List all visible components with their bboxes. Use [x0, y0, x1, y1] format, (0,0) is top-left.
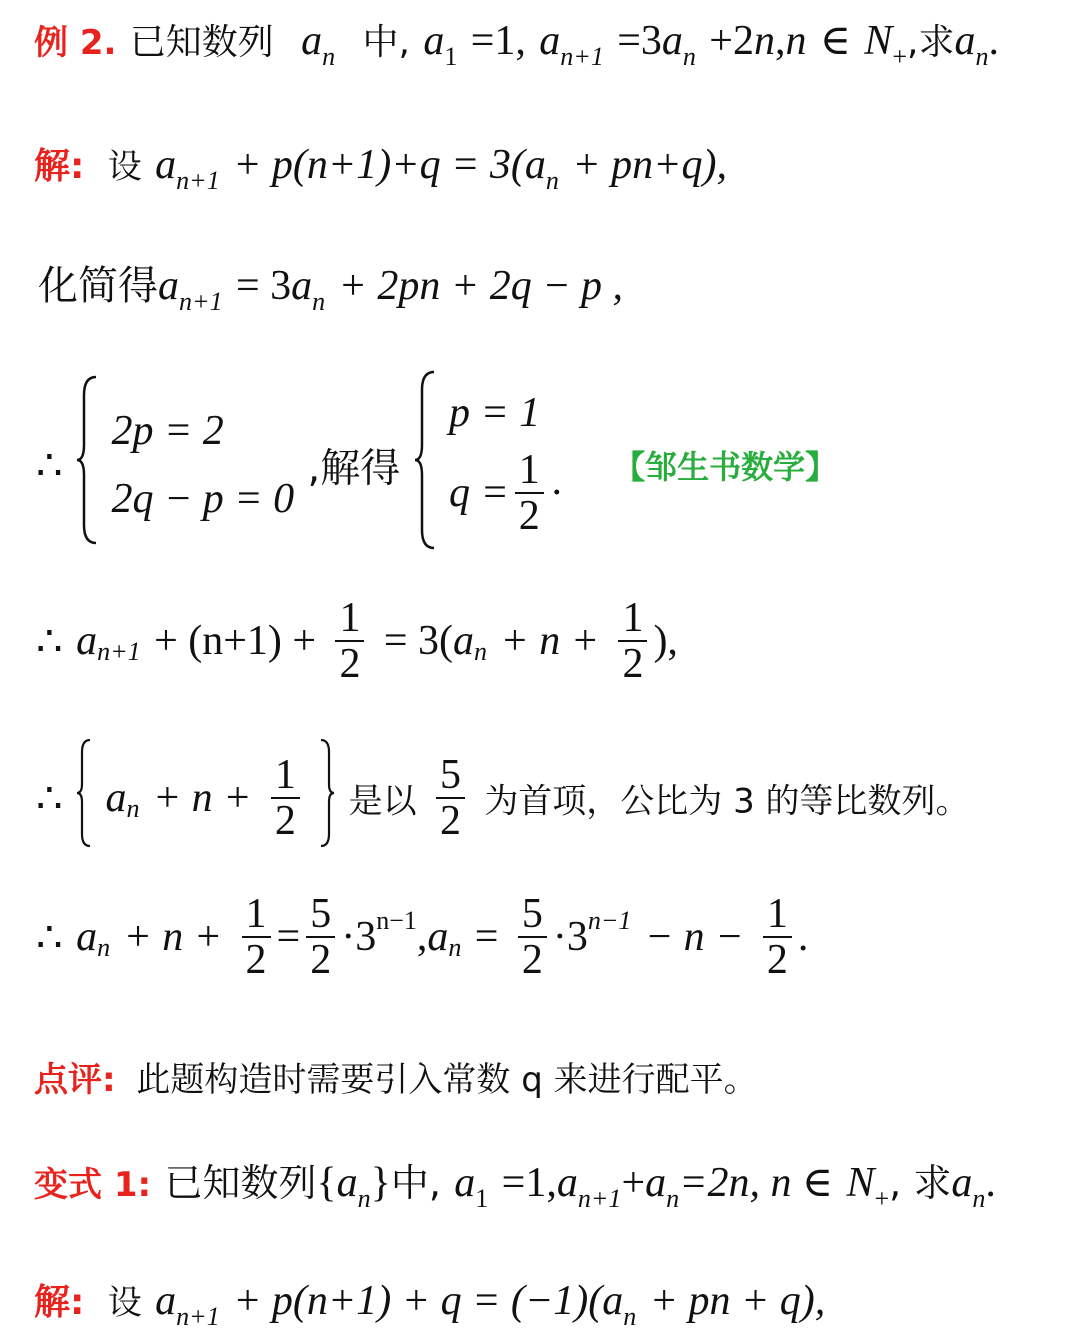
- example-label: 例 2.: [34, 23, 117, 63]
- comment-label: 点评:: [34, 1060, 116, 1100]
- variant-solution-setup: 解: 设 $a_{n+1} + p(n+1) + q = (-1)(a_n$ + pn + q),: [34, 1278, 826, 1331]
- simplify-line: 化简得$a_{n+1} = 3a_n + 2pn + 2q - p$ ,: [38, 263, 624, 316]
- watermark: 【邹生书数学】: [613, 448, 838, 486]
- left-brace-icon: [414, 370, 436, 560]
- left-brace-icon: [76, 375, 98, 555]
- geometric-sequence-statement: ∴ $a_n + n$ + $\frac{1}{2}$ 是以 $\frac{5}{2}$ 为首项，公比为 3 的等比数列。: [36, 738, 970, 858]
- general-term-formula: ∴ $a_n + n$ + $\frac{1}{2}$ = $\frac{5}{2}$ $\cdot 3^{n-1},a_n$ = $\frac{5}{2}$ $\cdot 3^{n-1} - n$ − $\frac{1}{2}$ .: [36, 891, 809, 984]
- equation-system: ∴ 2p = 2 2q − p = 0 ,解得 p = 1 q = $\frac{1}{2}$ · 【邹生书数学】: [36, 370, 837, 555]
- variant-1-statement: 变式 1: 已知数列$\{a_n\}$中, $a_1 =1,a_{n+1}+a_n=2n$, n ∈ $N_+$, 求$a_n$.: [34, 1160, 996, 1213]
- solution-label: 解:: [34, 146, 85, 187]
- solution-label: 解:: [34, 1282, 85, 1323]
- comment-line: 点评: 此题构造时需要引入常数 q 来进行配平。: [34, 1060, 758, 1100]
- left-brace-icon: [76, 738, 92, 858]
- right-brace-icon: [319, 738, 335, 858]
- transformed-equation: ∴ $a_{n+1} + (n+1)$ + $\frac{1}{2}$ = $3(a_n + n$ + $\frac{1}{2}$ ),: [36, 595, 678, 688]
- example-2-statement: 例 2. 已知数列 $a_n$ 中, $a_1 =1$, $a_{n+1} =3a_n +2n,n$ ∈ $N_+$,求$a_n$.: [34, 18, 999, 71]
- variant-label: 变式 1:: [34, 1165, 152, 1205]
- solution-setup: 解: 设 $a_{n+1} + p(n+1)+q = 3(a_n + pn+q)$,: [34, 142, 727, 195]
